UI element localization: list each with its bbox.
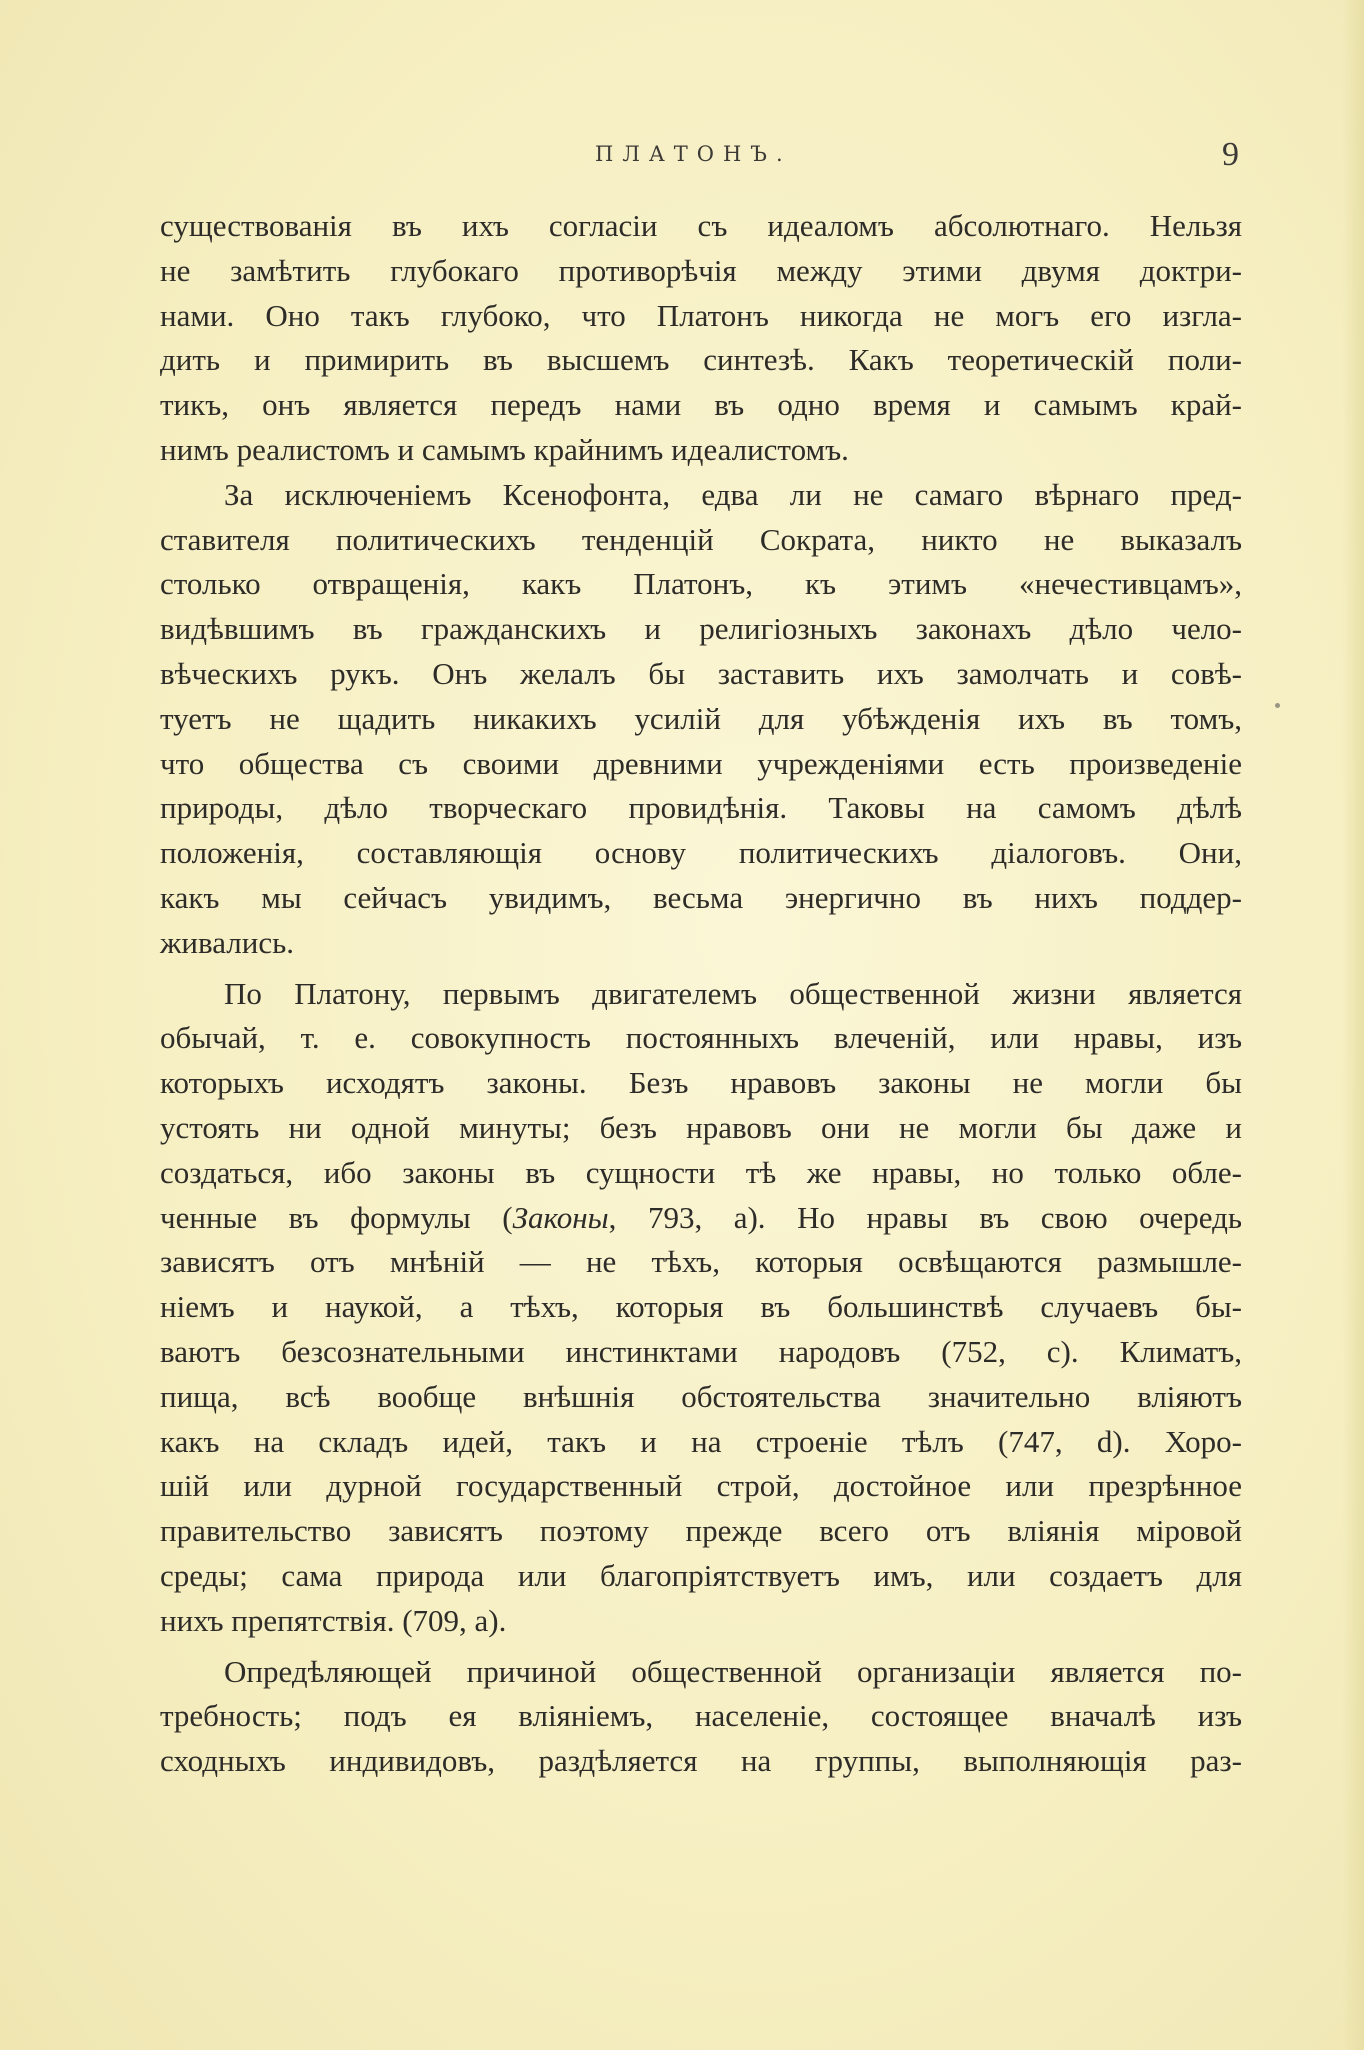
paper-speck — [1275, 703, 1280, 708]
text-line: нимъ реалистомъ и самымъ крайнимъ идеалистомъ. — [160, 431, 849, 467]
text-line: ставителя политическихъ тенденцій Сократа, никто не выказалъ — [160, 521, 1242, 557]
text-line: что общества съ своими древними учрежденіями есть произведеніе — [160, 745, 1242, 781]
text-line: создаться, ибо законы въ сущности тѣ же нравы, но только обле- — [160, 1154, 1242, 1190]
text-line: требность; подъ ея вліяніемъ, населеніе, состоящее вначалѣ изъ — [160, 1698, 1242, 1734]
text-fragment: ченные въ формулы ( — [160, 1199, 513, 1235]
text-line: видѣвшимъ въ гражданскихъ и религіозныхъ законахъ дѣло чело- — [160, 611, 1242, 647]
text-line: существованія въ ихъ согласіи съ идеаломъ абсолютнаго. Нельзя — [160, 208, 1242, 243]
text-line: ніемъ и наукой, а тѣхъ, которыя въ большинствѣ случаевъ бы- — [160, 1289, 1242, 1325]
paragraph-4 — [160, 1650, 1242, 1784]
text-line: По Платону, первымъ двигателемъ общественной жизни является — [224, 975, 1242, 1011]
text-line: нами. Оно такъ глубоко, что Платонъ никогда не могъ его изгла- — [160, 297, 1242, 333]
text-line: какъ мы сейчасъ увидимъ, весьма энергично въ нихъ поддер- — [160, 879, 1242, 915]
text-line: зависятъ отъ мнѣній — не тѣхъ, которыя освѣщаются размышле- — [160, 1244, 1242, 1280]
running-header — [0, 136, 1364, 176]
text-line: пища, всѣ вообще внѣшнія обстоятельства значительно вліяютъ — [160, 1378, 1242, 1414]
italic-title: Законы — [512, 1199, 609, 1235]
paragraph-1 — [160, 204, 1242, 473]
text-line: дить и примирить въ высшемъ синтезѣ. Какъ теоретическій поли- — [160, 342, 1242, 378]
paragraph-2 — [160, 473, 1242, 966]
text-line: нихъ препятствія. (709, а). — [160, 1602, 507, 1638]
text-line: сходныхъ индивидовъ, раздѣляется на группы, выполняющія раз- — [160, 1743, 1242, 1779]
body-text — [160, 204, 1242, 1784]
page-edge-shadow — [1342, 0, 1364, 2050]
text-line: которыхъ исходятъ законы. Безъ нравовъ законы не могли бы — [160, 1065, 1242, 1101]
text-line: живались. — [160, 924, 294, 960]
page-number: 9 — [1222, 136, 1239, 173]
text-line: Опредѣляющей причиной общественной организаціи является по- — [224, 1653, 1242, 1689]
text-line-with-citation — [160, 1196, 1242, 1241]
text-line: не замѣтить глубокаго противорѣчія между этими двумя доктри- — [160, 252, 1242, 288]
paragraph-3 — [160, 972, 1242, 1644]
text-line: правительство зависятъ поэтому прежде всего отъ вліянія міровой — [160, 1513, 1242, 1549]
text-fragment: , 793, а). Но нравы въ свою очередь — [608, 1199, 1242, 1235]
text-line: За исключеніемъ Ксенофонта, едва ли не самаго вѣрнаго пред- — [224, 476, 1242, 512]
text-line: какъ на складъ идей, такъ и на строеніе тѣлъ (747, d). Хоро- — [160, 1423, 1242, 1459]
text-line: туетъ не щадить никакихъ усилій для убѣжденія ихъ въ томъ, — [160, 700, 1242, 736]
text-line: столько отвращенія, какъ Платонъ, къ этимъ «нечестивцамъ», — [160, 566, 1242, 602]
text-line: ваютъ безсознательными инстинктами народовъ (752, с). Климатъ, — [160, 1333, 1242, 1369]
text-line: обычай, т. е. совокупность постоянныхъ влеченій, или нравы, изъ — [160, 1020, 1242, 1056]
text-line: положенія, составляющія основу политическихъ діалоговъ. Они, — [160, 835, 1242, 871]
text-line: среды; сама природа или благопріятствуетъ имъ, или создаетъ для — [160, 1557, 1242, 1593]
running-title: ПЛАТОНЪ. — [595, 142, 792, 166]
text-line: устоять ни одной минуты; безъ нравовъ они не могли бы даже и — [160, 1109, 1242, 1145]
text-line: природы, дѣло творческаго провидѣнія. Таковы на самомъ дѣлѣ — [160, 790, 1242, 826]
text-line: шій или дурной государственный строй, достойное или презрѣнное — [160, 1468, 1242, 1504]
text-line: тикъ, онъ является передъ нами въ одно время и самымъ край- — [160, 387, 1242, 423]
text-line: вѣческихъ рукъ. Онъ желалъ бы заставить ихъ замолчать и совѣ- — [160, 655, 1242, 691]
